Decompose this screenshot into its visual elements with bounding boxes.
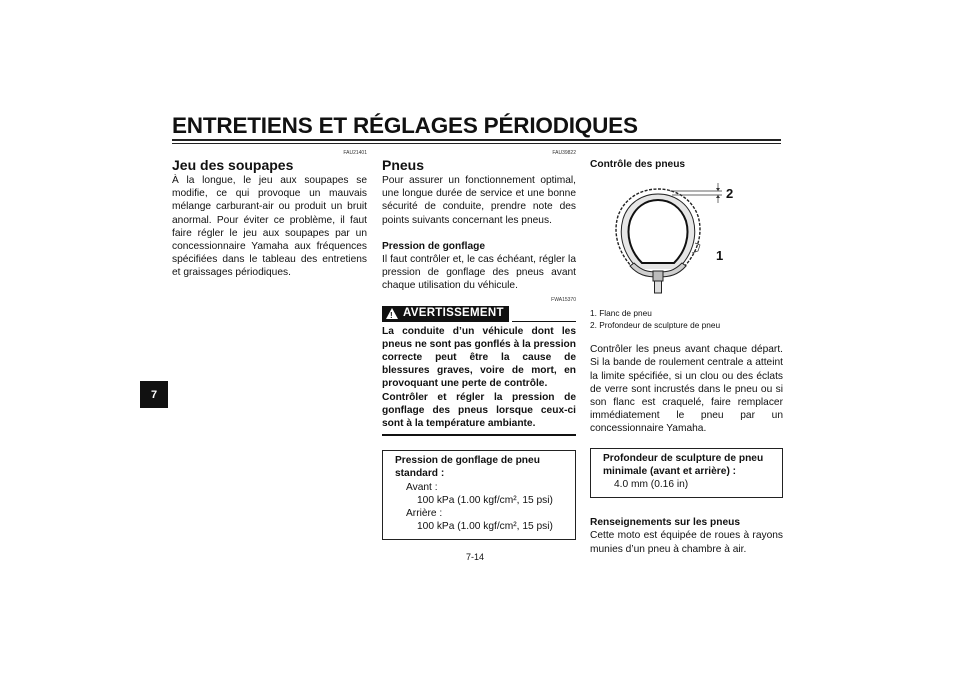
warning-header-line bbox=[512, 321, 576, 322]
section-code: FAU21401 bbox=[343, 150, 367, 156]
warning-badge bbox=[382, 306, 509, 322]
spec-rear-label: Arrière : bbox=[406, 508, 443, 520]
callout-2: 2 bbox=[726, 186, 734, 202]
spec-title: Pression de gonflage de pneu standard : bbox=[395, 455, 540, 480]
figure-legend bbox=[590, 307, 783, 331]
warning-para-2: Contrôler et régler la pression de gonflage des pneus lorsque ceux-ci sont à la température ambiante. bbox=[382, 391, 576, 430]
tire-cross-section-figure bbox=[590, 171, 783, 299]
section-code: FAU39822 bbox=[552, 150, 576, 156]
warning-triangle-icon: ! bbox=[386, 308, 398, 319]
warning-para-1: La conduite d’un véhicule dont les pneus ne sont pas gonflés à la pression correcte peut être la cause de blessures graves, voire de mort, en provoquant une perte de contrôle. bbox=[382, 325, 576, 390]
chapter-tab: 7 bbox=[140, 381, 168, 408]
section-intro: Pour assurer un fonctionnement optimal, une longue durée de service et une bonne sécurité de conduite, prendre note des points suivants concernant les pneus. bbox=[382, 175, 576, 226]
section-body: À la longue, le jeu aux soupapes se modifie, ce qui provoque un mauvais mélange carburant-air ou produit un bruit anormal. Pour éviter ce problème, il faut faire régler le jeu aux soupapes par un concessionnaire Yamaha aux fréquences spécifiées dans le tableau des entretiens et graissages périodiques. bbox=[172, 175, 367, 279]
tire-cross-section-icon bbox=[590, 171, 783, 299]
section-heading: Contrôle des pneus bbox=[590, 159, 686, 170]
page-number: 7-14 bbox=[466, 552, 485, 562]
spec-rear-value: 100 kPa (1.00 kgf/cm², 15 psi) bbox=[417, 521, 553, 533]
subsection-body: Cette moto est équipée de roues à rayons munies d’un pneu à chambre à air. bbox=[590, 530, 783, 555]
page-title: ENTRETIENS ET RÉGLAGES PÉRIODIQUES bbox=[172, 113, 638, 138]
spec-value: 4.0 mm (0.16 in) bbox=[614, 479, 689, 491]
section-heading: Jeu des soupapes bbox=[172, 157, 294, 173]
spec-front-label: Avant : bbox=[406, 481, 438, 493]
spec-box-pressure bbox=[382, 450, 576, 540]
spec-title: Profondeur de sculpture de pneu minimale (avant et arrière) : bbox=[603, 452, 764, 477]
section-heading: Pneus bbox=[382, 157, 425, 173]
subsection-heading: Renseignements sur les pneus bbox=[590, 517, 741, 529]
legend-item: 1. Flanc de pneu bbox=[590, 308, 652, 319]
section-tires bbox=[382, 150, 576, 540]
warning-label: AVERTISSEMENT bbox=[403, 307, 504, 320]
subsection-heading: Pression de gonflage bbox=[382, 240, 486, 252]
spec-box-tread-depth bbox=[590, 448, 783, 499]
callout-1: 1 bbox=[716, 248, 724, 264]
legend-item: 2. Profondeur de sculpture de pneu bbox=[590, 320, 721, 331]
section-body: Contrôler les pneus avant chaque départ. Si la bande de roulement centrale a atteint la limite spécifiée, si un clou ou des éclats de verre sont incrustés dans le pneu ou si son flanc est craquelé, faire remplacer immédiatement le pneu par un concessionnaire Yamaha. bbox=[590, 344, 783, 435]
section-valve-clearance bbox=[172, 150, 367, 280]
section-tire-inspection bbox=[590, 150, 783, 556]
warning-code: FWA15370 bbox=[551, 296, 576, 303]
header-rule-thick bbox=[172, 139, 781, 141]
spec-front-value: 100 kPa (1.00 kgf/cm², 15 psi) bbox=[417, 494, 553, 506]
subsection-body: Il faut contrôler et, le cas échéant, régler la pression de gonflage des pneus avant chaque utilisation du véhicule. bbox=[382, 254, 576, 292]
warning-header bbox=[382, 306, 576, 322]
header-rule-thin bbox=[172, 143, 781, 144]
